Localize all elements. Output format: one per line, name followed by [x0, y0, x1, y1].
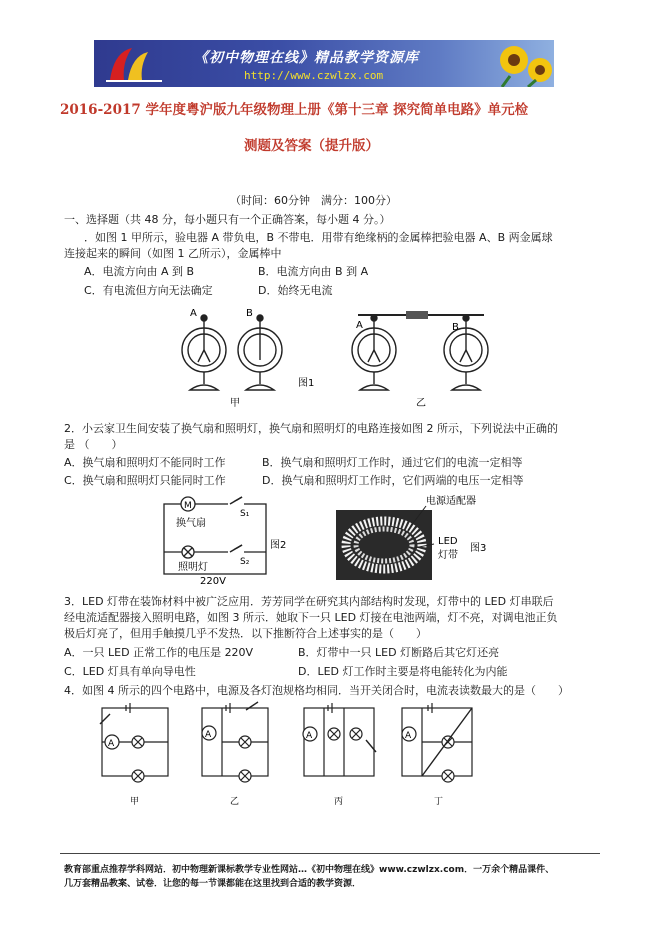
fig2-lamp-label: 照明灯 — [178, 562, 208, 573]
figure-2-circuit — [154, 492, 296, 586]
fig3-led-label: LED — [438, 536, 458, 547]
section-heading: 一、选择题（共 48 分，每小题只有一个正确答案，每小题 4 分。） — [64, 213, 391, 226]
fig3-adapter-label: 电源适配器 — [426, 496, 476, 507]
doc-title-line1: 2016-2017 学年度粤沪版九年级物理上册《第十三章 探究简单电路》单元检 — [60, 102, 529, 118]
q1-option-d[interactable]: D．始终无电流 — [258, 284, 333, 297]
q2-option-d[interactable]: D．换气扇和照明灯工作时，它们两端的电压一定相等 — [262, 474, 524, 487]
fig4-caption-yi: 乙 — [230, 797, 240, 807]
q3-line3: 极后灯亮了，但用手触摸几乎不发热．以下推断符合上述事实的是（ ） — [64, 627, 427, 640]
q2-option-c[interactable]: C．换气扇和照明灯只能同时工作 — [64, 474, 226, 487]
logo-icon — [102, 44, 172, 84]
fig1-caption-yi: 乙 — [416, 398, 426, 409]
q3-option-c[interactable]: C．LED 灯具有单向导电性 — [64, 665, 196, 678]
fig1-caption-jia: 甲 — [230, 398, 240, 409]
fig4-ammeter-4: A — [405, 731, 412, 741]
q1-stem-a: ．如图 1 甲所示，验电器 A 带负电，B 不带电．用带有绝缘柄的金属棒把验电器 A、B 两金属球 — [84, 231, 553, 244]
fig2-voltage: 220V — [200, 576, 226, 586]
q2-stem-b: 是 （ ） — [64, 438, 123, 451]
doc-title-line2: 测题及答案（提升版） — [244, 138, 379, 154]
figure-4-circuits — [96, 700, 496, 810]
q3-line2: 经电流适配器接入照明电路，如图 3 所示．她取下一只 LED 灯接在电池两端，灯不亮，对调电池正负 — [64, 611, 558, 624]
fig2-switch-s1: S₁ — [240, 509, 250, 519]
footer-line2: 几万套精品教案、试卷．让您的每一节课都能在这里找到合适的教学资源． — [64, 879, 362, 889]
footer-divider — [60, 853, 600, 854]
figure-1-electroscopes — [176, 302, 506, 412]
q1-stem-b: 连接起来的瞬间（如图 1 乙所示），金属棒中 — [64, 247, 282, 260]
sunflower-icon — [492, 40, 554, 87]
fig1-label-a: A — [190, 308, 197, 319]
fig1-label-b2: B — [452, 322, 459, 333]
fig2-switch-s2: S₂ — [240, 557, 250, 567]
fig4-caption-jia: 甲 — [130, 797, 140, 807]
footer-line1: 教育部重点推荐学科网站．初中物理新课标教学专业性网站…《初中物理在线》www.czwlzx.com．一万余个精品课件、 — [64, 865, 555, 875]
fig4-ammeter-2: A — [205, 730, 212, 740]
q2-option-a[interactable]: A．换气扇和照明灯不能同时工作 — [64, 456, 226, 469]
q3-option-b[interactable]: B．灯带中一只 LED 灯断路后其它灯还亮 — [298, 646, 500, 659]
time-info: （时间：60分钟 满分：100分） — [230, 194, 397, 207]
fig4-caption-bing: 丙 — [334, 797, 344, 807]
fig4-ammeter-3: A — [306, 731, 313, 741]
q2-option-b[interactable]: B．换气扇和照明灯工作时，通过它们的电流一定相等 — [262, 456, 523, 469]
q3-option-a[interactable]: A．一只 LED 正常工作的电压是 220V — [64, 646, 254, 659]
q1-option-a[interactable]: A．电流方向由 A 到 B — [84, 265, 195, 278]
fig2-motor-label: M — [184, 501, 192, 511]
figure-3-led-strip — [330, 492, 514, 584]
fig3-strip-label: 灯带 — [438, 550, 458, 561]
fig4-caption-ding: 丁 — [434, 797, 444, 807]
q2-stem-a: 2．小云家卫生间安装了换气扇和照明灯，换气扇和照明灯的电路连接如图 2 所示，下列说法中正确的 — [64, 422, 558, 435]
fig2-number: 图2 — [270, 540, 287, 551]
fig4-ammeter-1: A — [108, 739, 115, 749]
q1-option-c[interactable]: C．有电流但方向无法确定 — [84, 284, 213, 297]
q4-stem: 4．如图 4 所示的四个电路中，电源及各灯泡规格均相同．当开关闭合时，电流表读数最大的是（ ） — [64, 684, 569, 697]
header-banner — [94, 40, 554, 87]
fig2-fan-label: 换气扇 — [176, 518, 206, 529]
q3-option-d[interactable]: D．LED 灯工作时主要是将电能转化为内能 — [298, 665, 508, 678]
banner-title: 《初中物理在线》精品教学资源库 — [194, 50, 419, 66]
fig1-number: 图1 — [298, 378, 315, 389]
q1-option-b[interactable]: B．电流方向由 B 到 A — [258, 265, 369, 278]
fig1-label-a2: A — [356, 320, 363, 331]
banner-url[interactable]: http://www.czwlzx.com — [244, 69, 384, 82]
fig1-label-b: B — [246, 308, 253, 319]
q3-line1: 3．LED 灯带在装饰材料中被广泛应用．芳芳同学在研究其内部结构时发现，灯带中的 LED 灯串联后 — [64, 595, 554, 608]
fig3-number: 图3 — [470, 543, 487, 554]
